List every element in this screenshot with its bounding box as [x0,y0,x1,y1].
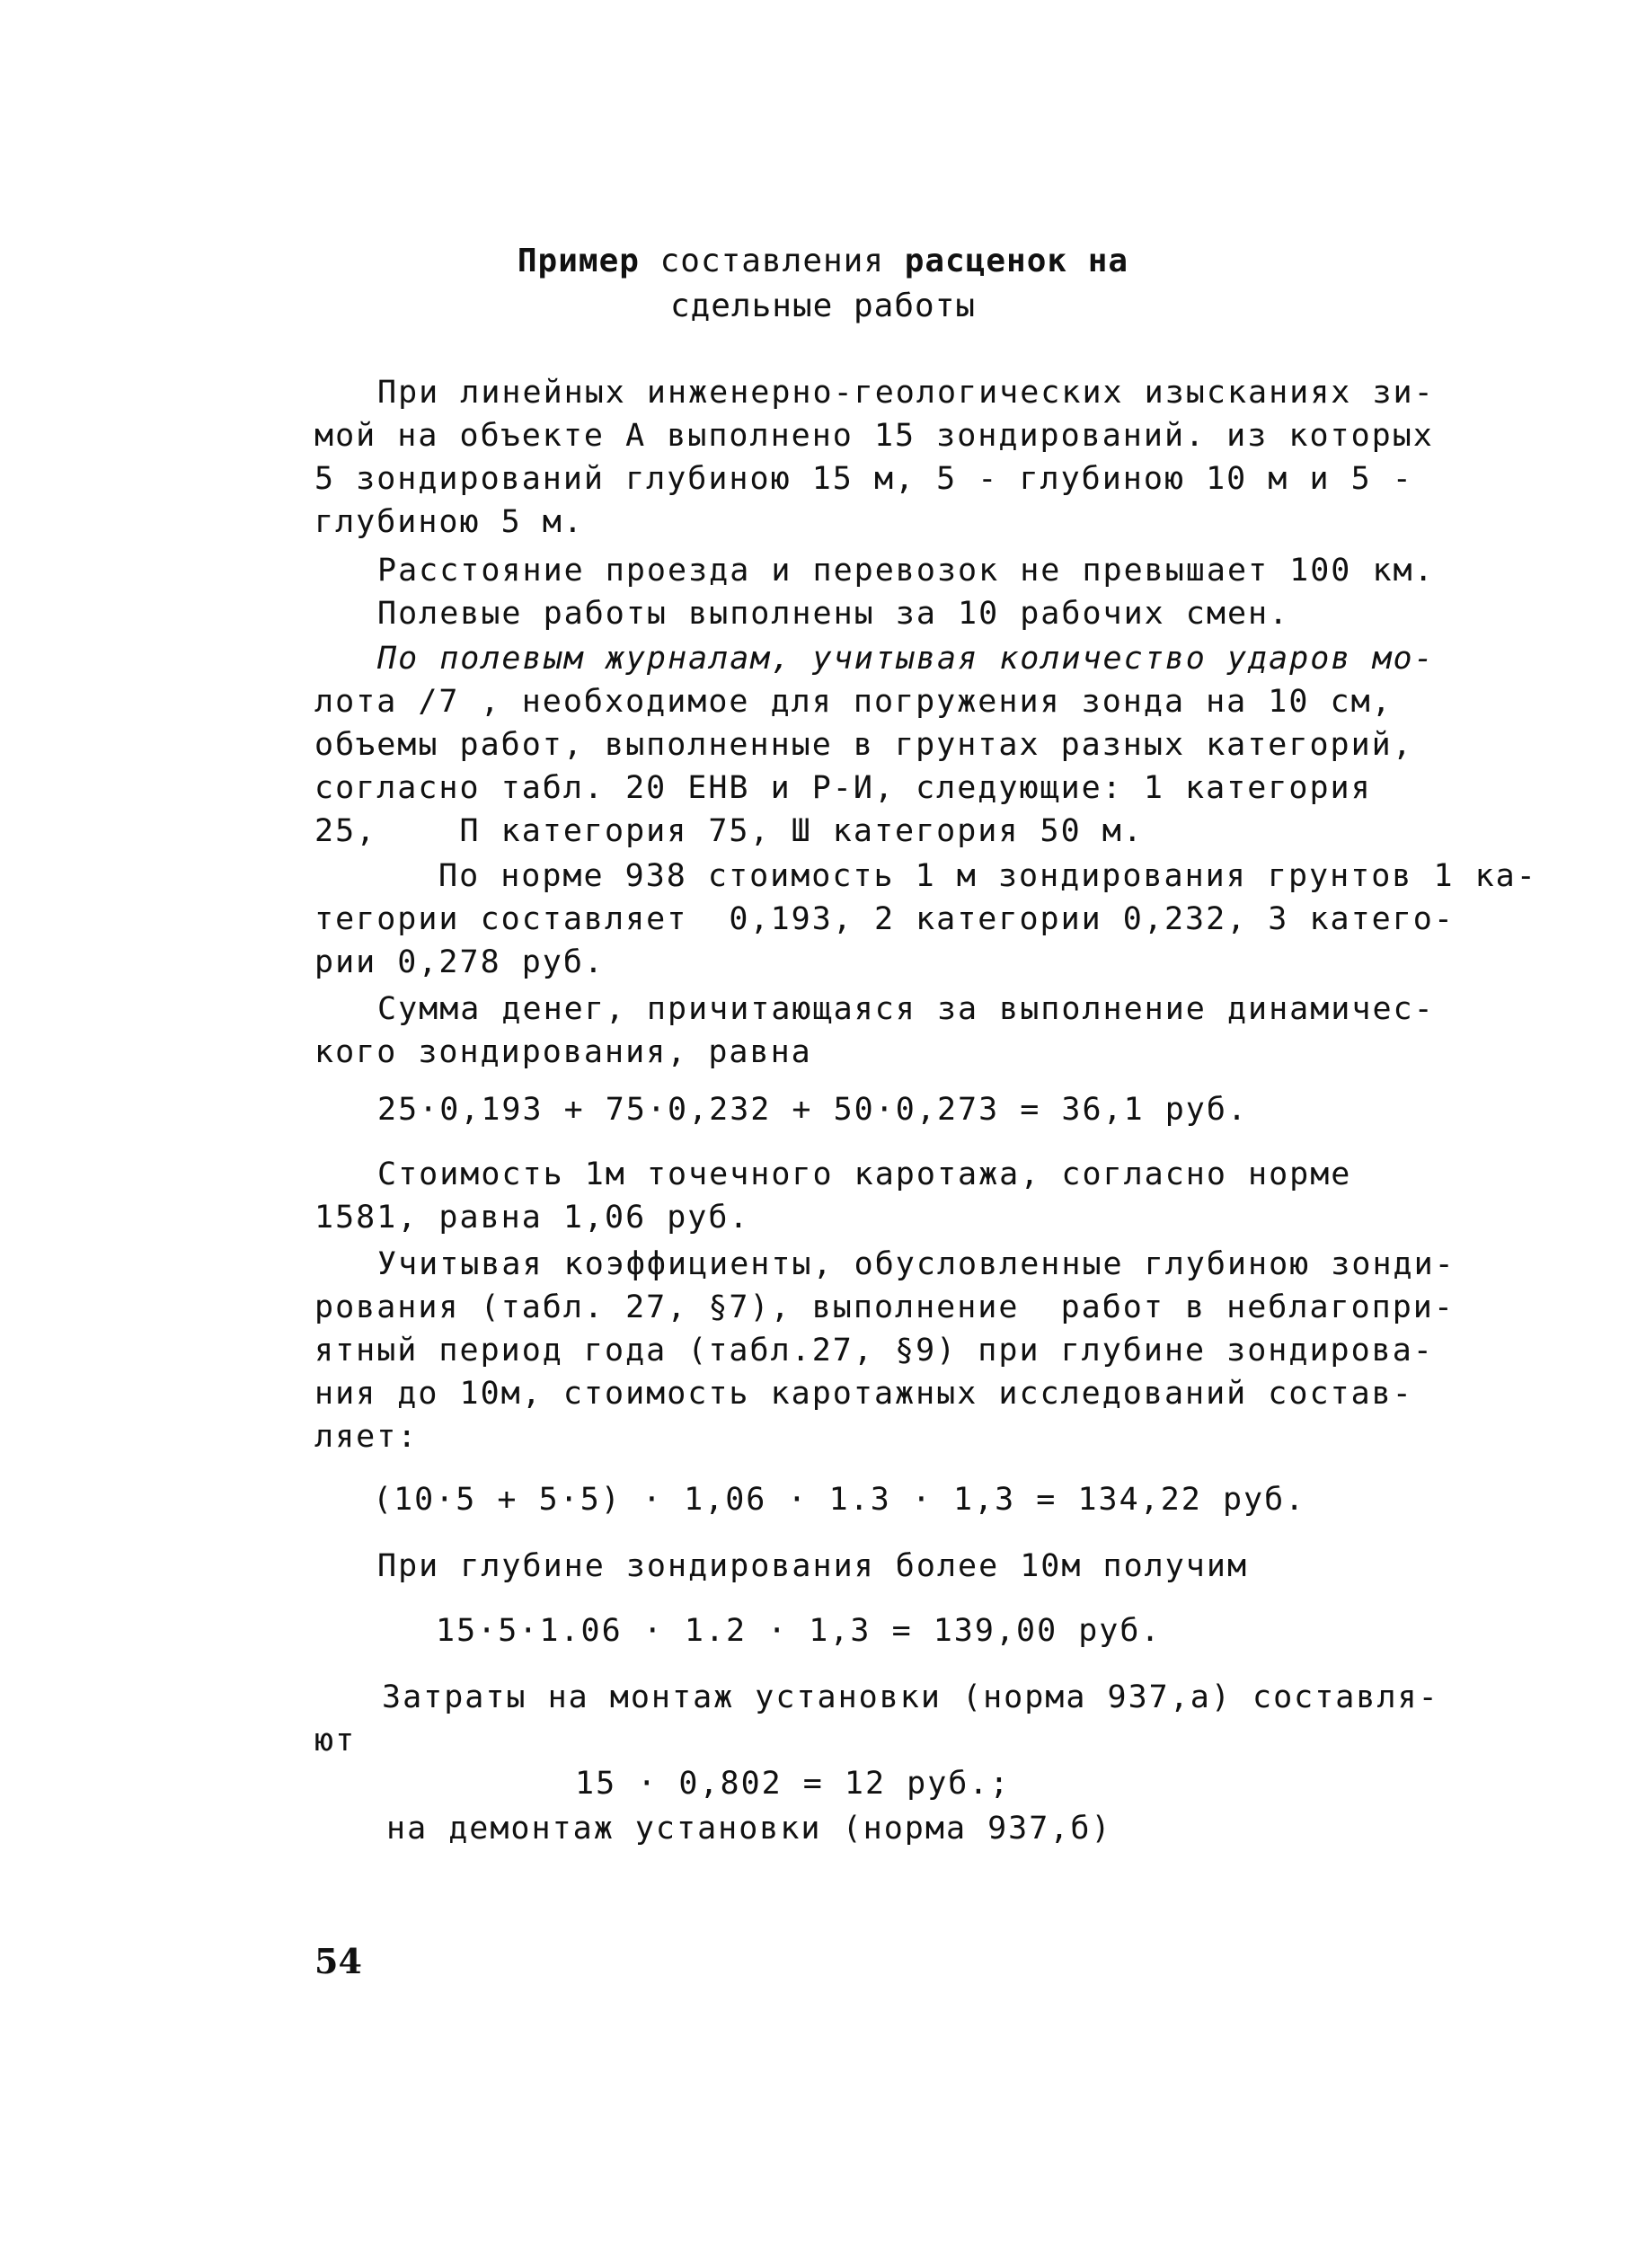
paragraph-line: При глубине зондирования более 10м получим [377,1548,1249,1584]
paragraph-line: 25, П категория 75, Ш категория 50 м. [314,813,1144,849]
paragraph-line: лота /7 , необходимое для погружения зонда на 10 см, [314,684,1393,720]
paragraph-line: на демонтаж установки (норма 937,б) [386,1811,1112,1847]
paragraph-line: мой на объекте А выполнено 15 зондирований. из которых [314,418,1434,454]
paragraph-line: рии 0,278 руб. [314,944,606,980]
paragraph-line: Полевые работы выполнены за 10 рабочих смен. [377,596,1290,632]
section-subtitle: сдельные работы [669,288,977,324]
title-word-3: расценок на [904,243,1129,279]
paragraph-line: ют [314,1723,357,1759]
paragraph-line: тегории составляет 0,193, 2 категории 0,232, 3 катего- [314,901,1455,937]
section-title [0,243,1646,279]
title-word-1: Пример [517,243,640,279]
paragraph-line: согласно табл. 20 ЕНВ и Р-И, следующие: 1 категория [314,770,1372,806]
paragraph-line: Расстояние проезда и перевозок не превышает 100 км. [377,553,1435,589]
paragraph-line: ятный период года (табл.27, §9) при глубине зондирова- [314,1333,1434,1369]
paragraph-line: рования (табл. 27, §7), выполнение работ в неблагопри- [314,1289,1455,1325]
paragraph-line: Сумма денег, причитающаяся за выполнение динамичес- [377,991,1435,1027]
paragraph-line: глубиною 5 м. [314,504,584,540]
formula-line: 25·0,193 + 75·0,232 + 50·0,273 = 36,1 руб. [377,1092,1249,1128]
paragraph-line: 1581, равна 1,06 руб. [314,1200,750,1236]
paragraph-line: кого зондирования, равна [314,1034,812,1070]
paragraph-line: По норме 938 стоимость 1 м зондирования грунтов 1 ка- [438,858,1537,894]
title-word-2: составления [639,243,905,279]
paragraph-line: При линейных инженерно-геологических изысканиях зи- [377,375,1435,411]
page-number: 54 [314,1941,362,1981]
paragraph-line: Учитывая коэффициенты, обусловленные глубиною зонди- [377,1246,1456,1282]
paragraph-line: Стоимость 1м точечного каротажа, согласно норме [377,1156,1352,1192]
paragraph-line: Затраты на монтаж установки (норма 937,а) составля- [382,1679,1439,1715]
formula-line: 15 · 0,802 = 12 руб.; [575,1766,1011,1802]
paragraph-line: ния до 10м, стоимость каротажных исследований состав- [314,1376,1413,1412]
paragraph-line: ляет: [314,1419,419,1455]
paragraph-line: 5 зондирований глубиною 15 м, 5 - глубиною 10 м и 5 - [314,461,1413,497]
paragraph-line: По полевым журналам, учитывая количество ударов мо- [377,641,1435,677]
paragraph-line: объемы работ, выполненные в грунтах разных категорий, [314,727,1413,763]
formula-line: (10·5 + 5·5) · 1,06 · 1.3 · 1,3 = 134,22 руб. [373,1482,1306,1518]
formula-line: 15·5·1.06 · 1.2 · 1,3 = 139,00 руб. [436,1613,1162,1649]
